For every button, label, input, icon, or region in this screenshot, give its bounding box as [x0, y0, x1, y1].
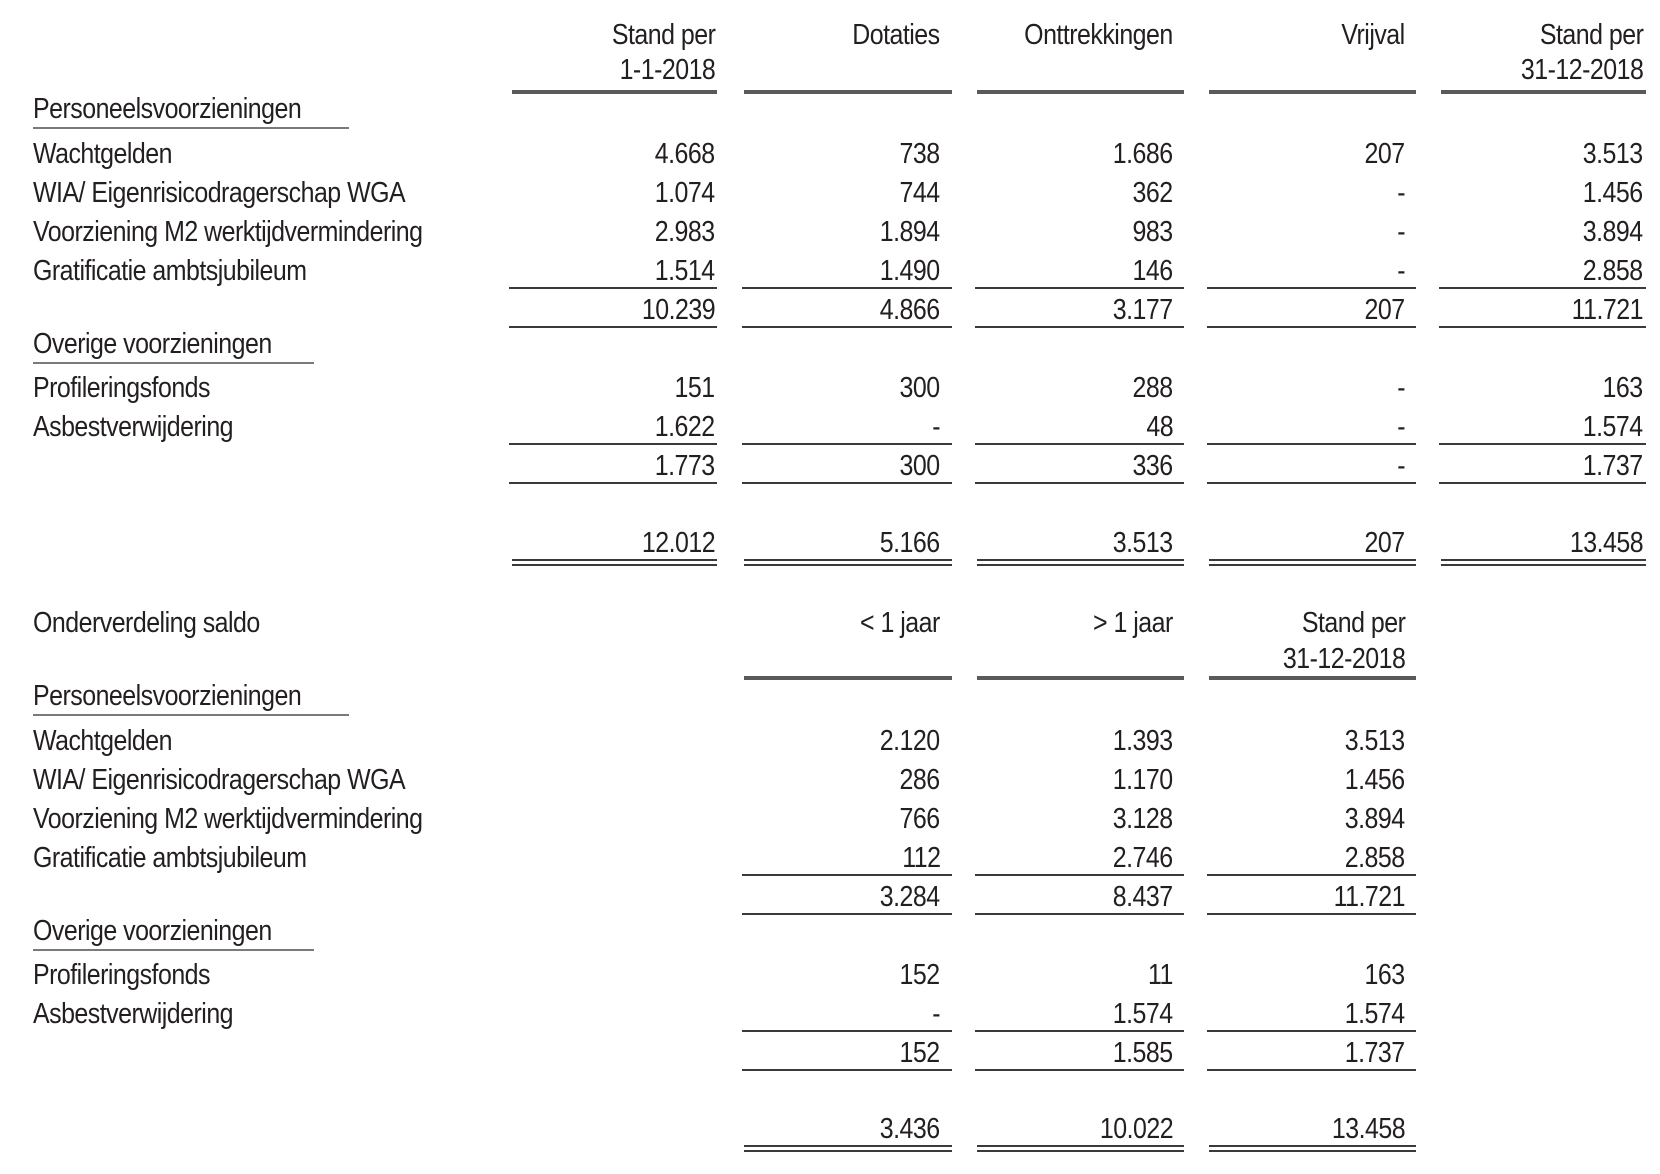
section-title-overige: Overige voorzieningen [33, 915, 272, 947]
cell-stand-end: 3.513 [1583, 138, 1643, 170]
cell-stand-end: 3.513 [1345, 725, 1405, 757]
cell-dotaties: 1.490 [880, 255, 940, 287]
subtotal-rule [742, 1069, 952, 1071]
subtotal-rule [975, 482, 1184, 484]
cell-vrijval: 207 [1364, 138, 1405, 170]
subtotal-rule [1439, 287, 1646, 289]
subtotal-gt-1-year: 1.585 [1113, 1037, 1173, 1069]
total-stand-begin: 12.012 [641, 527, 715, 559]
total-double-rule [1209, 1150, 1416, 1152]
subtotal-rule [975, 1030, 1184, 1032]
row-label: Profileringsfonds [33, 959, 210, 991]
total-double-rule [1209, 559, 1416, 561]
subtotal-rule [975, 874, 1184, 876]
header-stand-end-line2: 31-12-2018 [1520, 54, 1643, 86]
cell-onttrekkingen: 983 [1132, 216, 1173, 248]
subtotal-rule [742, 287, 952, 289]
header-rule [977, 90, 1184, 94]
subtotal-rule [1207, 1030, 1416, 1032]
section-title-underline [33, 127, 349, 129]
cell-stand-end: 163 [1602, 372, 1643, 404]
cell-stand-end: 3.894 [1345, 803, 1405, 835]
cell-gt-1-year: 3.128 [1113, 803, 1173, 835]
header-stand-end-line1: Stand per [1301, 607, 1405, 639]
cell-vrijval: - [1397, 255, 1405, 287]
row-label: WIA/ Eigenrisicodragerschap WGA [33, 764, 406, 796]
cell-stand-end: 1.574 [1345, 998, 1405, 1030]
subtotal-rule [975, 287, 1184, 289]
row-label: Gratificatie ambtsjubileum [33, 842, 307, 874]
subtotal-rule [1207, 443, 1416, 445]
subtotal-rule [975, 913, 1184, 915]
subtotal-rule [975, 443, 1184, 445]
total-double-rule [1441, 564, 1646, 566]
subtotal-rule [1439, 482, 1646, 484]
subtotal-rule [509, 287, 717, 289]
subtotal-stand-begin: 10.239 [641, 294, 715, 326]
row-label: Voorziening M2 werktijdvermindering [33, 803, 423, 835]
cell-stand-end: 163 [1364, 959, 1405, 991]
total-lt-1-year: 3.436 [880, 1113, 940, 1145]
section-title-underline [33, 362, 314, 364]
total-gt-1-year: 10.022 [1099, 1113, 1173, 1145]
total-double-rule [977, 564, 1184, 566]
subtotal-lt-1-year: 3.284 [880, 881, 940, 913]
total-double-rule [744, 564, 952, 566]
subtotal-rule [1207, 287, 1416, 289]
subtotal-rule [975, 326, 1184, 328]
header-stand-begin-line1: Stand per [611, 19, 715, 51]
cell-gt-1-year: 11 [1148, 959, 1173, 991]
subtotal-rule [509, 482, 717, 484]
total-double-rule [512, 559, 717, 561]
cell-onttrekkingen: 362 [1132, 177, 1173, 209]
cell-vrijval: - [1397, 216, 1405, 248]
section-title-overige: Overige voorzieningen [33, 328, 272, 360]
subtotal-stand-end: 11.721 [1333, 881, 1405, 913]
total-vrijval: 207 [1364, 527, 1405, 559]
subtotal-rule [1207, 326, 1416, 328]
cell-stand-begin: 1.622 [655, 411, 715, 443]
cell-stand-begin: 151 [674, 372, 715, 404]
subtotal-rule [742, 913, 952, 915]
row-label: Profileringsfonds [33, 372, 210, 404]
header-stand-end-line2: 31-12-2018 [1282, 643, 1405, 675]
row-label: Asbestverwijdering [33, 411, 234, 443]
section-title-personeel: Personeelsvoorzieningen [33, 680, 302, 712]
subtotal-lt-1-year: 152 [899, 1037, 940, 1069]
total-double-rule [977, 559, 1184, 561]
cell-stand-end: 1.456 [1345, 764, 1405, 796]
subtotal-rule [509, 443, 717, 445]
header-dotaties: Dotaties [852, 19, 940, 51]
subtotal-vrijval: - [1397, 450, 1405, 482]
subtotal-rule [975, 1069, 1184, 1071]
subtotal-rule [1207, 1069, 1416, 1071]
cell-vrijval: - [1397, 177, 1405, 209]
subtotal-rule [742, 482, 952, 484]
header-rule [512, 90, 717, 94]
header-rule [977, 676, 1184, 680]
cell-lt-1-year: 766 [899, 803, 940, 835]
header-rule [1441, 90, 1646, 94]
subtotal-vrijval: 207 [1364, 294, 1405, 326]
total-double-rule [744, 1150, 952, 1152]
cell-lt-1-year: 286 [899, 764, 940, 796]
cell-lt-1-year: - [932, 998, 940, 1030]
header-stand-end-line1: Stand per [1539, 19, 1643, 51]
header-rule [744, 90, 952, 94]
cell-vrijval: - [1397, 411, 1405, 443]
subtotal-gt-1-year: 8.437 [1113, 881, 1173, 913]
subtotal-rule [1207, 482, 1416, 484]
total-onttrekkingen: 3.513 [1113, 527, 1173, 559]
cell-lt-1-year: 112 [901, 842, 940, 874]
subtotal-dotaties: 4.866 [880, 294, 940, 326]
cell-gt-1-year: 1.170 [1113, 764, 1173, 796]
subtotal-stand-end: 1.737 [1345, 1037, 1405, 1069]
header-stand-begin-line2: 1-1-2018 [619, 54, 715, 86]
total-double-rule [977, 1150, 1184, 1152]
total-stand-end: 13.458 [1331, 1113, 1405, 1145]
subtotal-rule [742, 1030, 952, 1032]
cell-gt-1-year: 1.393 [1113, 725, 1173, 757]
row-label: Voorziening M2 werktijdvermindering [33, 216, 423, 248]
header-lt-1-year: < 1 jaar [860, 607, 940, 639]
cell-stand-end: 2.858 [1583, 255, 1643, 287]
section-title-personeel: Personeelsvoorzieningen [33, 93, 302, 125]
row-label: Wachtgelden [33, 725, 172, 757]
cell-gt-1-year: 2.746 [1113, 842, 1173, 874]
cell-stand-begin: 4.668 [655, 138, 715, 170]
subtotal-stand-begin: 1.773 [655, 450, 715, 482]
section-title-underline [33, 714, 349, 716]
cell-vrijval: - [1397, 372, 1405, 404]
cell-stand-begin: 2.983 [655, 216, 715, 248]
row-label: Wachtgelden [33, 138, 172, 170]
subtotal-dotaties: 300 [899, 450, 940, 482]
subtotal-rule [509, 326, 717, 328]
cell-onttrekkingen: 1.686 [1113, 138, 1173, 170]
cell-gt-1-year: 1.574 [1113, 998, 1173, 1030]
subtotal-rule [1439, 443, 1646, 445]
subtotal-onttrekkingen: 3.177 [1113, 294, 1173, 326]
subtotal-rule [1439, 326, 1646, 328]
cell-dotaties: 1.894 [880, 216, 940, 248]
header-onttrekkingen: Onttrekkingen [1024, 19, 1173, 51]
section-title-underline [33, 949, 314, 951]
total-double-rule [744, 1145, 952, 1147]
header-gt-1-year: > 1 jaar [1093, 607, 1173, 639]
subtotal-rule [1207, 874, 1416, 876]
subtotal-stand-end: 1.737 [1583, 450, 1643, 482]
cell-stand-begin: 1.514 [655, 255, 715, 287]
total-dotaties: 5.166 [880, 527, 940, 559]
header-rule [1209, 676, 1416, 680]
header-rule [744, 676, 952, 680]
row-label: Gratificatie ambtsjubileum [33, 255, 307, 287]
table2-title: Onderverdeling saldo [33, 607, 260, 639]
cell-onttrekkingen: 48 [1146, 411, 1173, 443]
cell-stand-end: 3.894 [1583, 216, 1643, 248]
subtotal-rule [742, 326, 952, 328]
total-double-rule [1209, 564, 1416, 566]
cell-onttrekkingen: 288 [1132, 372, 1173, 404]
header-vrijval: Vrijval [1341, 19, 1405, 51]
total-double-rule [977, 1145, 1184, 1147]
cell-lt-1-year: 2.120 [880, 725, 940, 757]
subtotal-onttrekkingen: 336 [1132, 450, 1173, 482]
total-stand-end: 13.458 [1569, 527, 1643, 559]
cell-dotaties: 300 [899, 372, 940, 404]
subtotal-rule [742, 443, 952, 445]
cell-lt-1-year: 152 [899, 959, 940, 991]
total-double-rule [512, 564, 717, 566]
total-double-rule [744, 559, 952, 561]
total-double-rule [1209, 1145, 1416, 1147]
cell-dotaties: 744 [899, 177, 940, 209]
header-rule [1209, 90, 1416, 94]
cell-stand-end: 2.858 [1345, 842, 1405, 874]
cell-stand-begin: 1.074 [655, 177, 715, 209]
row-label: Asbestverwijdering [33, 998, 234, 1030]
subtotal-rule [742, 874, 952, 876]
total-double-rule [1441, 559, 1646, 561]
cell-stand-end: 1.574 [1583, 411, 1643, 443]
cell-stand-end: 1.456 [1583, 177, 1643, 209]
cell-dotaties: - [932, 411, 940, 443]
cell-onttrekkingen: 146 [1132, 255, 1173, 287]
subtotal-stand-end: 11.721 [1571, 294, 1643, 326]
row-label: WIA/ Eigenrisicodragerschap WGA [33, 177, 406, 209]
subtotal-rule [1207, 913, 1416, 915]
cell-dotaties: 738 [899, 138, 940, 170]
